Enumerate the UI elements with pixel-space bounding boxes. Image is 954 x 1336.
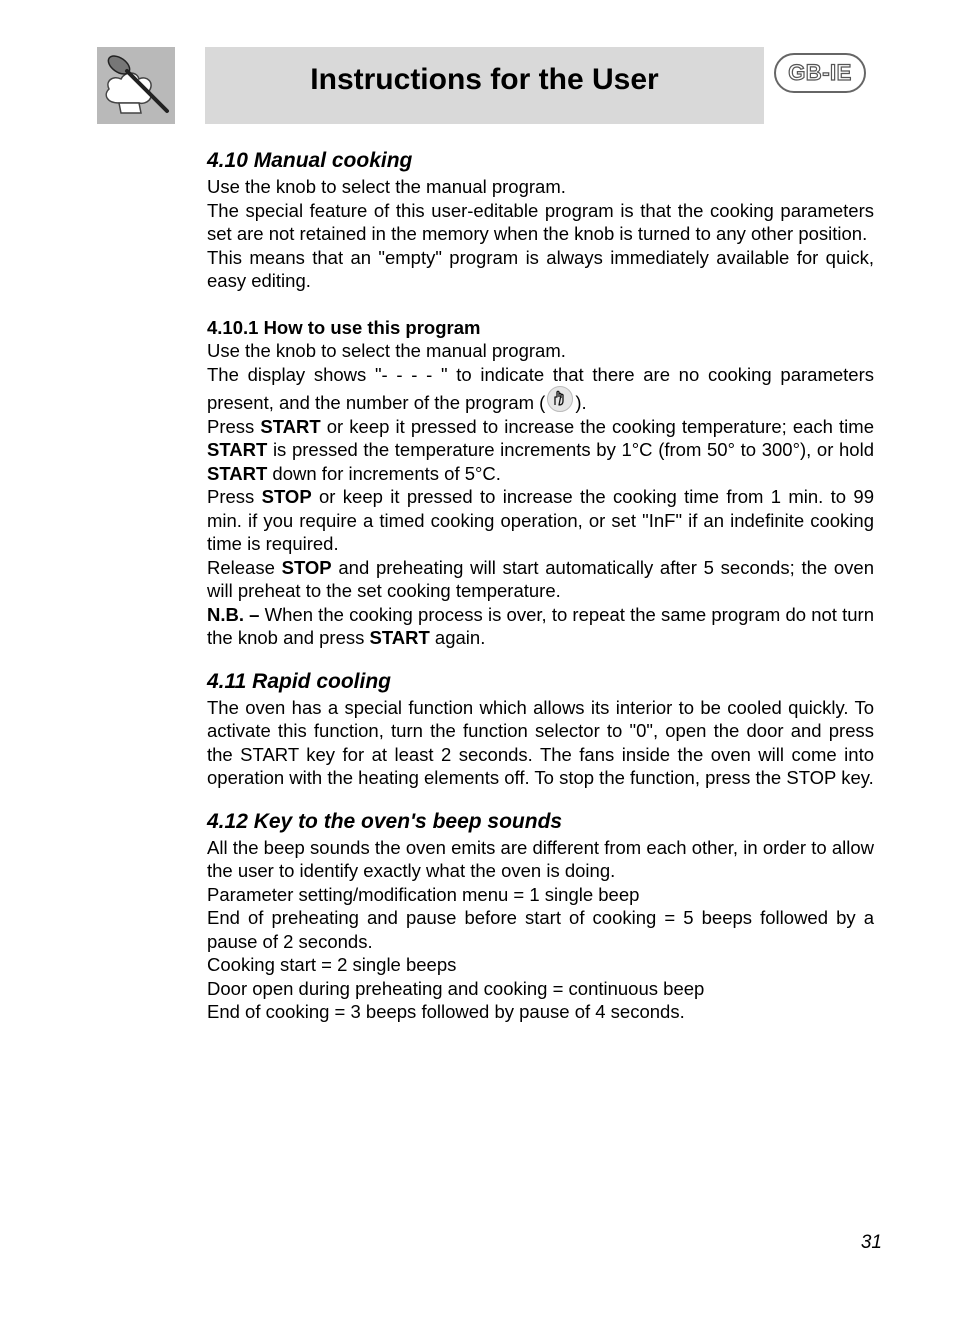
section-heading-4-11: 4.11 Rapid cooling: [207, 669, 391, 693]
header-bar: [205, 47, 764, 124]
paragraph: [207, 485, 874, 556]
section-heading-4-12: 4.12 Key to the oven's beep sounds: [207, 809, 563, 833]
start-key-label: START: [369, 627, 430, 648]
list-item: Parameter setting/modification menu = 1 single beep: [207, 883, 640, 905]
subsection-heading-4-10-1: 4.10.1 How to use this program: [207, 316, 481, 338]
page-number: 31: [860, 1232, 882, 1253]
brand-logo: [97, 47, 175, 124]
text-run: or keep it pressed to increase the cooking temperature; each time: [320, 415, 874, 437]
list-item: End of cooking = 3 beeps followed by pause of 4 seconds.: [207, 1001, 685, 1022]
page-title: Instructions for the User: [310, 63, 659, 96]
start-key-label: START: [207, 462, 268, 484]
section-heading-4-10: 4.10 Manual cooking: [207, 149, 413, 172]
spoon-and-chef-hat-icon: [97, 47, 175, 124]
text-run: and preheating will start automatically after 5 seconds; the oven will preheat to the set cooking temperature.: [207, 556, 874, 601]
text-run: ).: [575, 392, 587, 413]
text-run: The display shows "- - - - " to indicate that there are no cooking parameters present, and the number of the program (: [207, 363, 874, 413]
manual-program-hand-icon: [547, 386, 573, 412]
list-item: Door open during preheating and cooking = continuous beep: [207, 977, 705, 999]
list-item: End of preheating and pause before start of cooking = 5 beeps followed by a pause of 2 seconds.: [207, 907, 874, 952]
text-run: When the cooking process is over, to repeat the same program do not turn the knob and press: [207, 603, 874, 648]
paragraph: The oven has a special function which allows its interior to be cooled quickly. To activate this function, turn the function selector to "0", open the door and press the START key for at least 2 seconds. The fans inside the oven will come into operation with the heating elements off. To stop the function, press the STOP key.: [207, 696, 874, 788]
paragraph: All the beep sounds the oven emits are different from each other, in order to allow the user to identify exactly what the oven is doing.: [207, 836, 874, 881]
text-run: again.: [429, 627, 486, 648]
language-badge: [774, 53, 866, 93]
paragraph: [207, 415, 874, 486]
text-run: Press: [207, 415, 261, 437]
language-badge-label: GB-IE: [788, 60, 852, 85]
text-run: or keep it pressed to increase the cooking time from 1 min. to 99 min. if you require a timed cooking operation, or set "InF" if an indefinite cooking time is required.: [207, 486, 874, 554]
paragraph: Use the knob to select the manual program.: [207, 340, 566, 361]
text-run: down for increments of 5°C.: [267, 462, 501, 484]
start-key-label: START: [207, 439, 268, 460]
start-key-label: START: [260, 415, 321, 437]
paragraph: [207, 363, 874, 415]
list-item: Cooking start = 2 single beeps: [207, 954, 457, 975]
stop-key-label: STOP: [281, 556, 332, 578]
stop-key-label: STOP: [261, 486, 312, 507]
paragraph: [207, 556, 874, 603]
text-run: Press: [207, 486, 262, 507]
paragraph: [207, 603, 874, 650]
paragraph: The special feature of this user-editable program is that the cooking parameters set are not retained in the memory when the knob is turned to any other position.: [207, 199, 874, 244]
nb-label: N.B. –: [207, 603, 260, 625]
paragraph: This means that an "empty" program is always immediately available for quick, easy editing.: [207, 246, 874, 291]
paragraph: Use the knob to select the manual program.: [207, 176, 566, 197]
text-run: is pressed the temperature increments by 1°C (from 50° to 300°), or hold: [267, 439, 874, 460]
text-run: Release: [207, 556, 282, 578]
main-content: [207, 147, 874, 1024]
